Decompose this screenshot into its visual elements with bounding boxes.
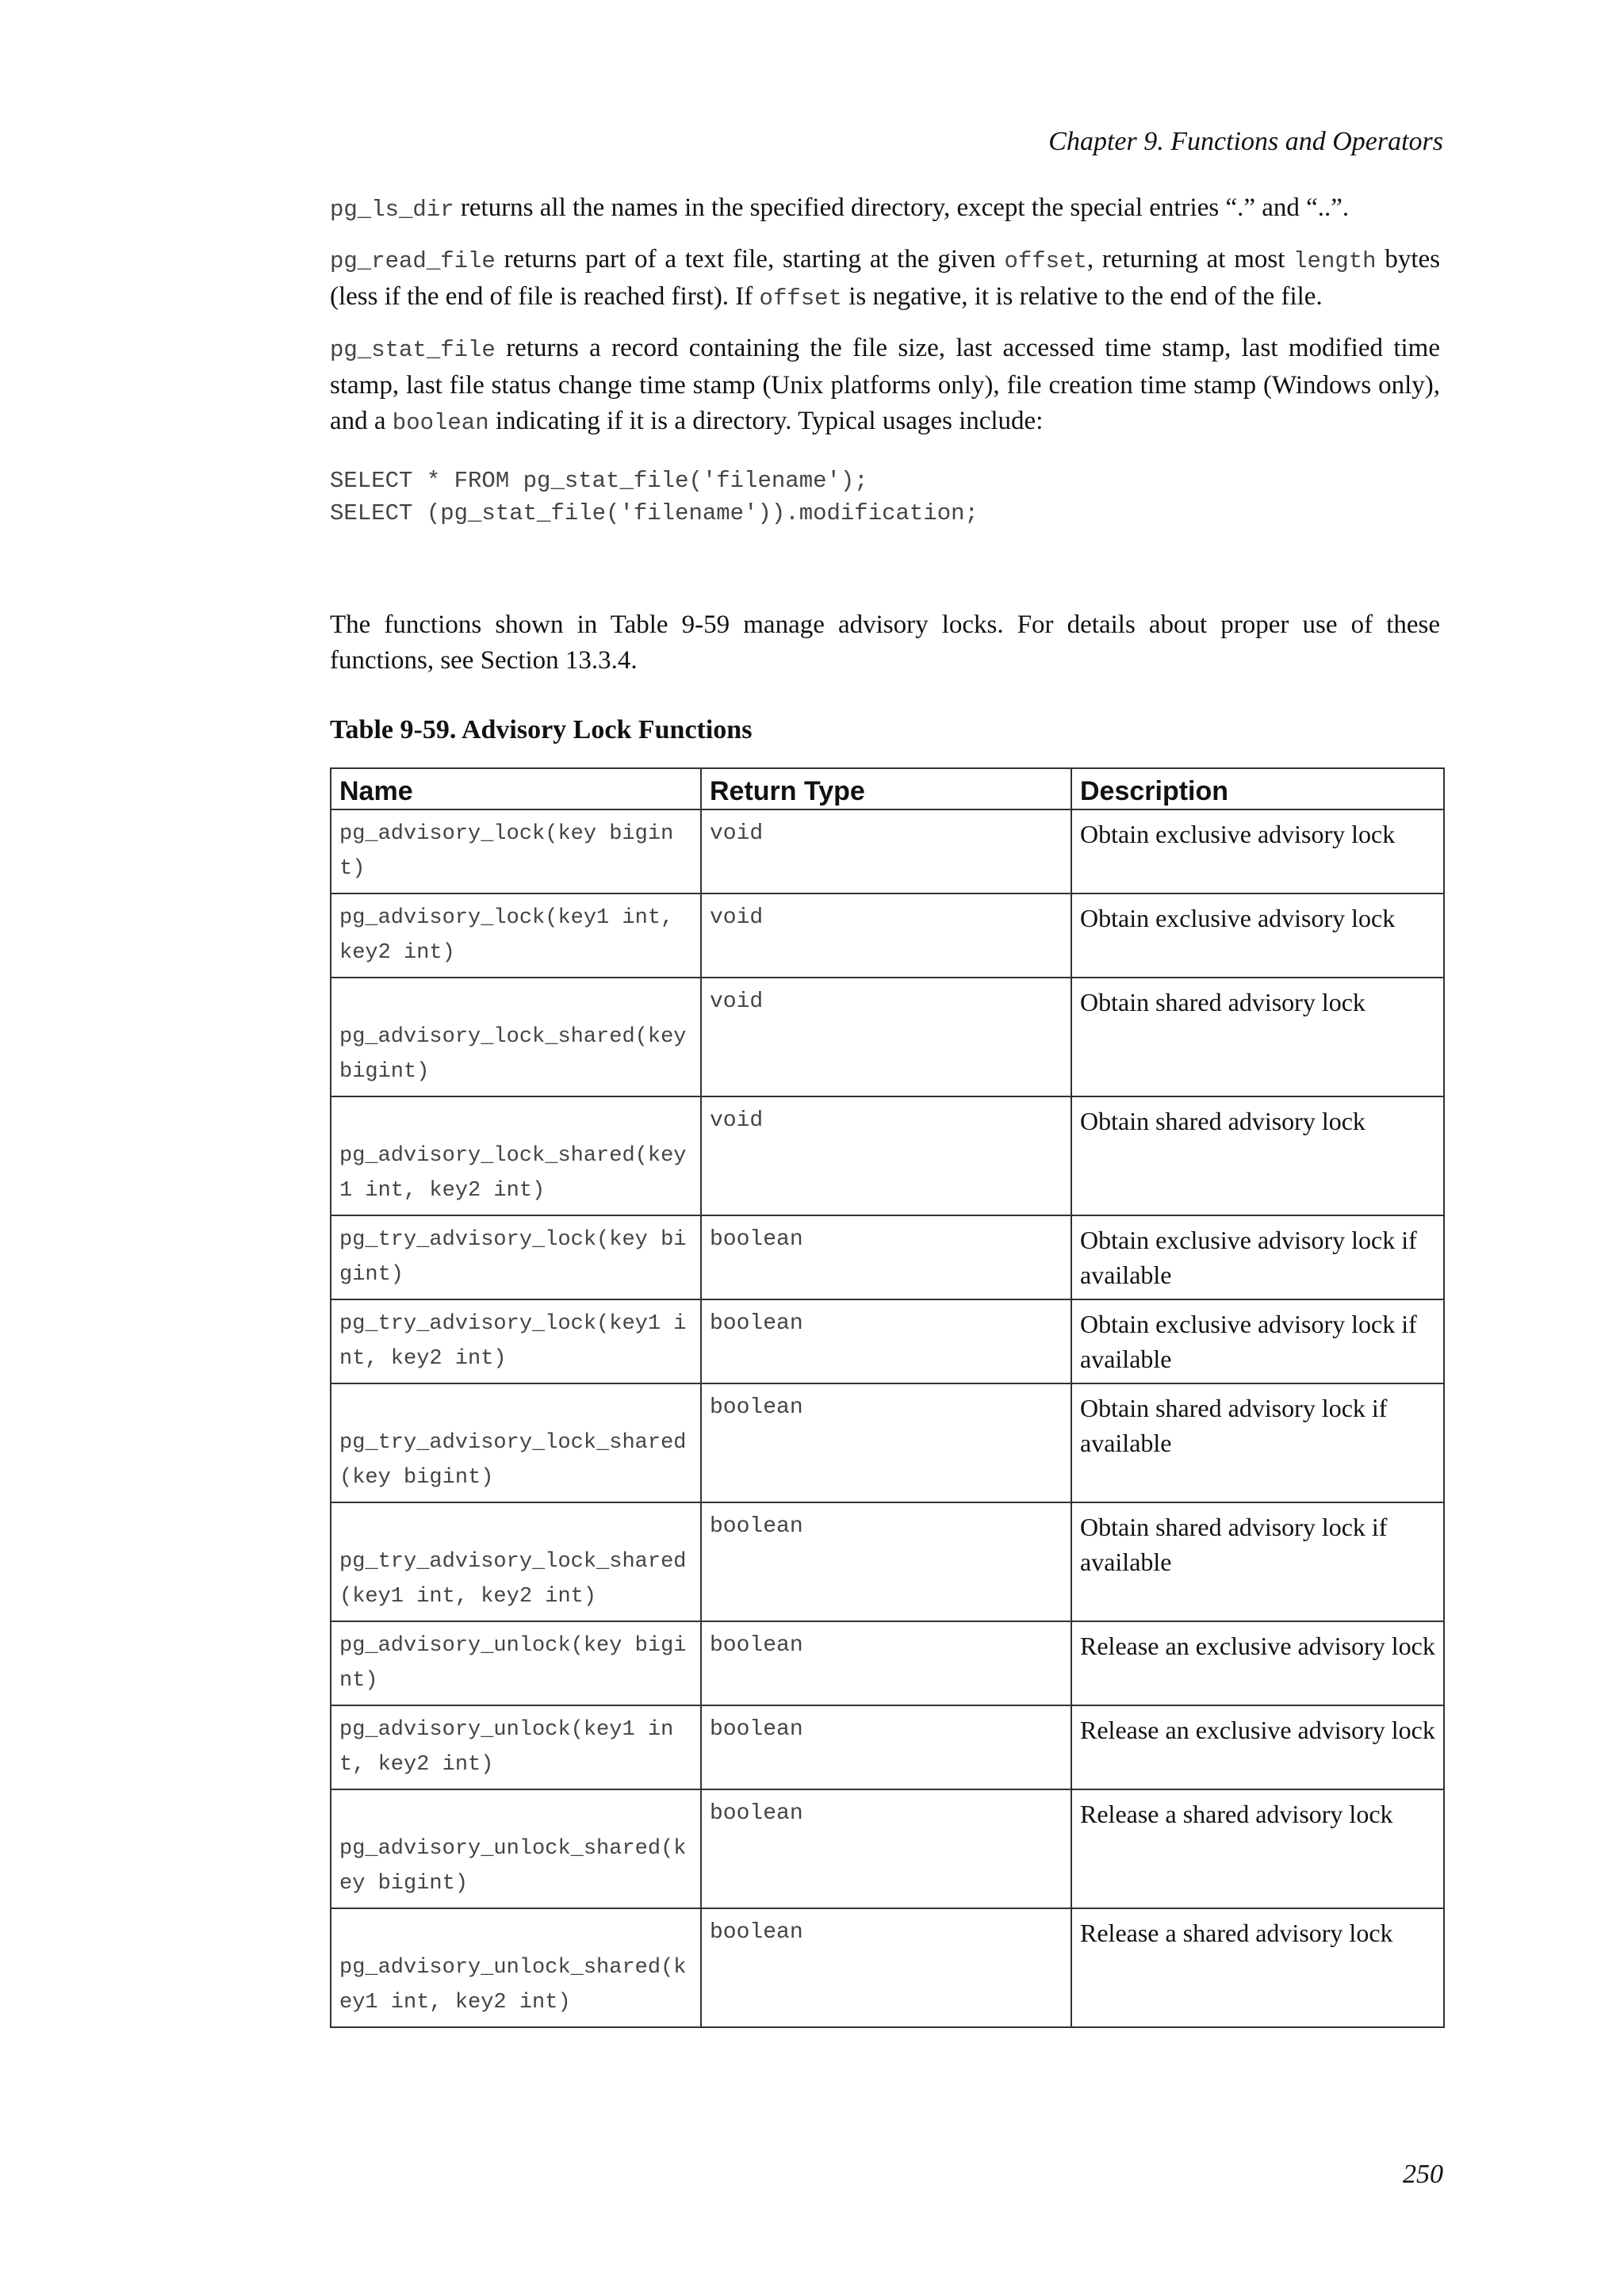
cell-description: Release a shared advisory lock <box>1071 1908 1444 2027</box>
text-segment: returns a record containing the file size, last accessed time stamp, last modified time stamp, last file status change time stamp (Unix platforms only), file creation time stamp (Windows only), and a <box>330 334 1440 435</box>
code-example: SELECT * FROM pg_stat_file('filename'); SELECT (pg_stat_file('filename')).modification; <box>330 468 979 526</box>
function-name-text: pg_advisory_lock_shared(key bigint) <box>339 1025 687 1084</box>
code-boolean: boolean <box>392 410 489 436</box>
table-title: Table 9-59. Advisory Lock Functions <box>330 715 753 744</box>
table-row <box>331 809 1444 894</box>
table-header-row <box>331 768 1444 809</box>
cell-description: Obtain shared advisory lock if available <box>1071 1383 1444 1502</box>
column-header-return-type: Return Type <box>701 768 1071 809</box>
cell-return-type: boolean <box>701 1908 1071 2027</box>
table-row <box>331 1621 1444 1705</box>
function-name-text: pg_try_advisory_lock(key bigint) <box>339 1228 687 1287</box>
function-name-text: pg_advisory_unlock_shared(key1 int, key2 int) <box>339 1956 687 2015</box>
cell-description: Obtain shared advisory lock <box>1071 1096 1444 1215</box>
cell-description: Obtain shared advisory lock <box>1071 978 1444 1096</box>
cell-function-name <box>331 809 701 894</box>
cell-return-type: boolean <box>701 1383 1071 1502</box>
code-length: length <box>1293 248 1377 274</box>
table-row <box>331 1705 1444 1789</box>
text-segment: is negative, it is relative to the end of the file. <box>841 282 1323 311</box>
cell-description: Release an exclusive advisory lock <box>1071 1705 1444 1789</box>
cell-function-name <box>331 1299 701 1383</box>
column-header-name: Name <box>331 768 701 809</box>
text-pg-ls-dir: returns all the names in the specified directory, except the special entries “.” and “..”. <box>454 193 1350 222</box>
cell-function-name <box>331 1705 701 1789</box>
cell-return-type: boolean <box>701 1215 1071 1299</box>
page-content <box>330 190 1440 2028</box>
page-number: 250 <box>1403 2160 1443 2189</box>
code-pg-read-file: pg_read_file <box>330 248 496 274</box>
table-row <box>331 1383 1444 1502</box>
cell-function-name <box>331 1096 701 1215</box>
function-name-text: pg_try_advisory_lock_shared(key bigint) <box>339 1431 687 1490</box>
function-name-text: pg_advisory_unlock(key1 int, key2 int) <box>339 1718 674 1777</box>
table-row <box>331 978 1444 1096</box>
text-segment: bytes (less if the end of file is reached first). If <box>330 245 1440 311</box>
advisory-lock-table <box>330 767 1445 2028</box>
cell-function-name <box>331 1621 701 1705</box>
text-segment: , returning at most <box>1086 245 1294 274</box>
text-segment: indicating if it is a directory. Typical usages include: <box>488 407 1044 435</box>
function-name-text: pg_advisory_lock(key1 int, key2 int) <box>339 906 674 965</box>
paragraph-advisory-intro: The functions shown in Table 9-59 manage advisory locks. For details about proper use of these functions, see Section 13.3.4. <box>330 610 1440 675</box>
cell-return-type: boolean <box>701 1789 1071 1908</box>
cell-return-type: void <box>701 809 1071 894</box>
table-row <box>331 1789 1444 1908</box>
cell-return-type: boolean <box>701 1621 1071 1705</box>
cell-function-name <box>331 1789 701 1908</box>
function-name-text: pg_try_advisory_lock(key1 int, key2 int) <box>339 1312 687 1371</box>
cell-description: Obtain exclusive advisory lock <box>1071 809 1444 894</box>
function-name-text: pg_advisory_lock_shared(key1 int, key2 int) <box>339 1144 687 1203</box>
cell-return-type: void <box>701 894 1071 978</box>
cell-function-name <box>331 1383 701 1502</box>
table-row <box>331 1299 1444 1383</box>
cell-return-type: boolean <box>701 1299 1071 1383</box>
column-header-description: Description <box>1071 768 1444 809</box>
table-row <box>331 1215 1444 1299</box>
code-pg-ls-dir: pg_ls_dir <box>330 197 454 223</box>
code-pg-stat-file: pg_stat_file <box>330 337 496 363</box>
code-offset: offset <box>759 285 842 312</box>
text-segment: returns part of a text file, starting at the given <box>495 245 1005 274</box>
function-name-text: pg_advisory_unlock_shared(key bigint) <box>339 1837 687 1896</box>
table-body <box>331 809 1444 2027</box>
cell-return-type: boolean <box>701 1502 1071 1621</box>
running-header: Chapter 9. Functions and Operators <box>1048 127 1443 156</box>
cell-description: Obtain exclusive advisory lock <box>1071 894 1444 978</box>
function-name-text: pg_advisory_lock(key bigint) <box>339 822 674 881</box>
cell-function-name <box>331 1502 701 1621</box>
code-offset: offset <box>1004 248 1087 274</box>
cell-return-type: boolean <box>701 1705 1071 1789</box>
cell-description: Obtain exclusive advisory lock if available <box>1071 1215 1444 1299</box>
cell-return-type: void <box>701 978 1071 1096</box>
cell-description: Obtain shared advisory lock if available <box>1071 1502 1444 1621</box>
function-name-text: pg_advisory_unlock(key bigint) <box>339 1634 687 1693</box>
cell-function-name <box>331 894 701 978</box>
table-row <box>331 1502 1444 1621</box>
cell-return-type: void <box>701 1096 1071 1215</box>
cell-function-name <box>331 1215 701 1299</box>
table-row <box>331 1096 1444 1215</box>
paragraph-pg-read-file <box>330 242 1440 316</box>
cell-description: Obtain exclusive advisory lock if available <box>1071 1299 1444 1383</box>
paragraph-pg-stat-file <box>330 331 1440 441</box>
function-name-text: pg_try_advisory_lock_shared(key1 int, key2 int) <box>339 1550 687 1609</box>
paragraph-pg-ls-dir <box>330 190 1440 228</box>
table-row <box>331 894 1444 978</box>
cell-description: Release a shared advisory lock <box>1071 1789 1444 1908</box>
cell-description: Release an exclusive advisory lock <box>1071 1621 1444 1705</box>
cell-function-name <box>331 978 701 1096</box>
table-row <box>331 1908 1444 2027</box>
cell-function-name <box>331 1908 701 2027</box>
